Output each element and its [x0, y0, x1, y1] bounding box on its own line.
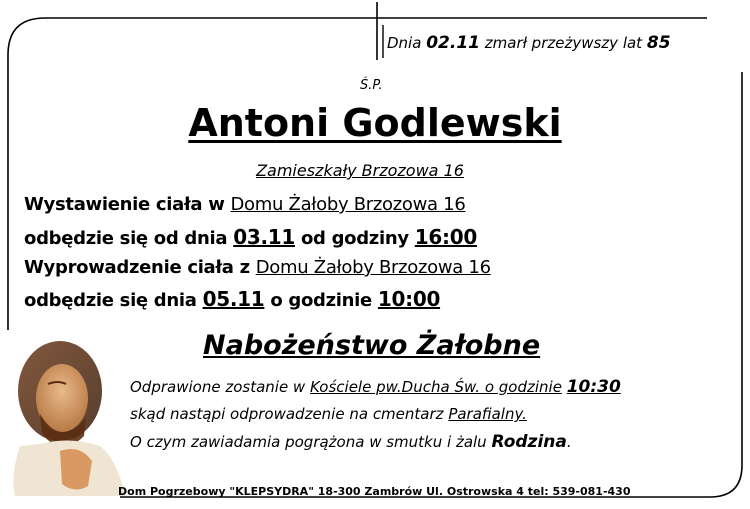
date-middle: zmarł przeżywszy lat [484, 34, 643, 52]
service-line-1 [130, 377, 621, 397]
date-prefix: Dnia [387, 34, 422, 52]
viewing-time: 16:00 [414, 225, 477, 249]
viewing-line-1-prefix: Wystawienie ciała w [24, 194, 225, 215]
title-prefix: Ś.P. [360, 78, 383, 93]
departure-time: 10:00 [377, 287, 441, 311]
funeral-home-footer: Dom Pogrzebowy "KLEPSYDRA" 18-300 Zambrów Ul. Ostrowska 4 tel: 539-081-430 [118, 485, 631, 498]
death-info-line [387, 33, 671, 53]
viewing-place: Domu Żałoby Brzozowa 16 [230, 194, 466, 215]
viewing-line-1 [24, 194, 465, 215]
residence: Zamieszkały Brzozowa 16 [256, 161, 464, 180]
viewing-line-2-mid: od godziny [300, 228, 409, 249]
viewing-line-2 [24, 225, 477, 249]
service-line-2 [130, 405, 527, 423]
service-line-1-prefix: Odprawione zostanie w [130, 378, 306, 396]
family-signature: Rodzina [491, 432, 567, 452]
church-place: Kościele pw.Ducha Św. o godzinie [309, 378, 562, 396]
cemetery-name: Parafialny. [448, 405, 527, 423]
age: 85 [646, 33, 671, 53]
death-date: 02.11 [426, 33, 480, 53]
deceased-name: Antoni Godlewski [188, 101, 562, 145]
viewing-line-3 [24, 257, 491, 278]
departure-date: 05.11 [202, 287, 265, 311]
viewing-line-2-prefix: odbędzie się od dnia [24, 228, 228, 249]
service-line-3-end: . [566, 433, 572, 451]
service-line-3-prefix: O czym zawiadamia pogrążona w smutku i żalu [130, 433, 487, 451]
departure-place: Domu Żałoby Brzozowa 16 [255, 257, 491, 278]
viewing-line-4-mid: o godzinie [270, 290, 372, 311]
viewing-date: 03.11 [233, 225, 295, 249]
service-line-3 [130, 432, 572, 452]
service-line-2-prefix: skąd nastąpi odprowadzenie na cmentarz [130, 405, 444, 423]
praying-figure-image [0, 336, 130, 496]
viewing-line-3-prefix: Wyprowadzenie ciała z [24, 257, 250, 278]
viewing-line-4 [24, 287, 440, 311]
service-time: 10:30 [566, 377, 621, 397]
viewing-line-4-prefix: odbędzie się dnia [24, 290, 197, 311]
service-title: Nabożeństwo Żałobne [203, 330, 541, 361]
